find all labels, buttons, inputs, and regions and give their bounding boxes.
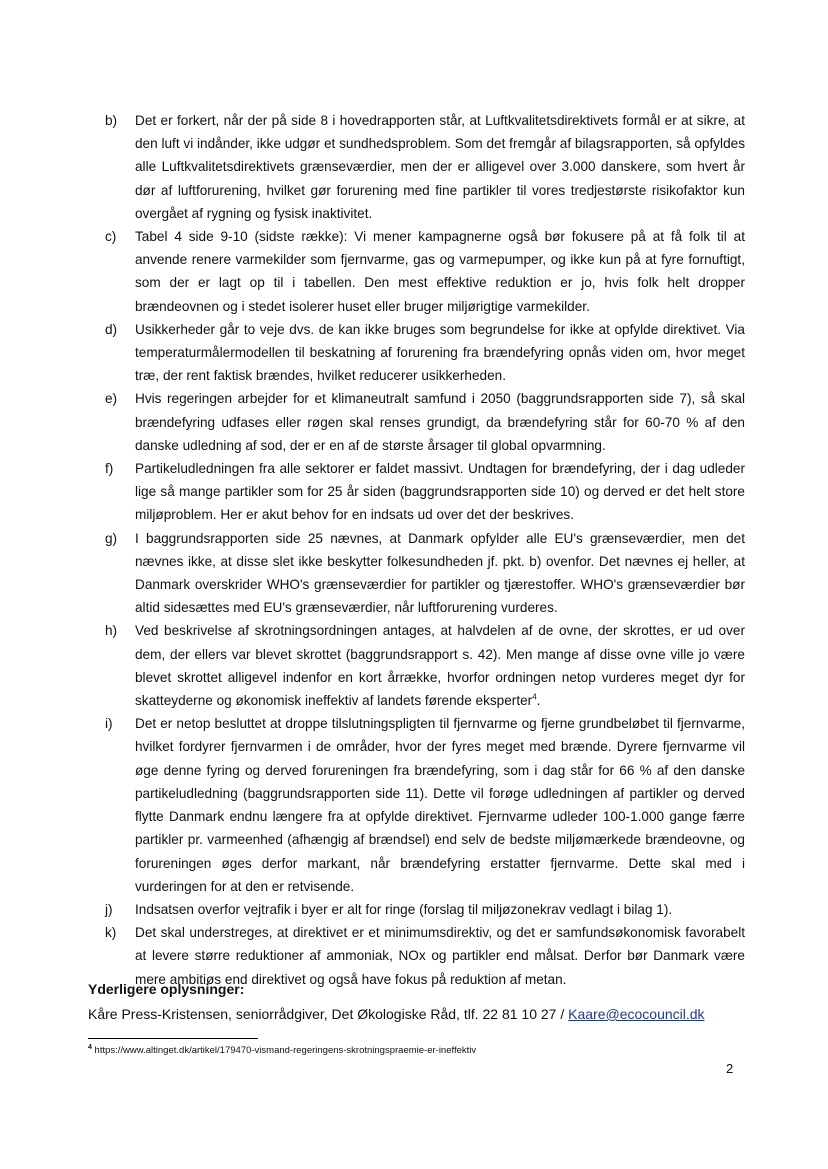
list-item <box>105 619 745 712</box>
footnote-reference[interactable]: 4 <box>532 692 537 702</box>
list-item <box>105 225 745 318</box>
list-item-text: Tabel 4 side 9-10 (sidste række): Vi mener kampagnerne også bør fokusere på at få folk til at anvende renere varmekilder som fjernvarme, gas og varmepumper, og ikke kun på at fyre fornuftigt, som der er lagt op til i tabellen. Den mest effektive reduktion er jo, hvis folk helt dropper brændeovnen og i stedet isolerer huset eller bruger miljørigtige varmekilder. <box>135 229 745 314</box>
list-marker: h) <box>105 623 118 639</box>
footnote <box>88 1044 476 1058</box>
list-item-tail: . <box>536 693 541 709</box>
list-item-text: Det er netop besluttet at droppe tilslutningspligten til fjernvarme og fjerne grundbeløbet til fjernvarme, hvilket fordyrer fjernvarmen i de områder, hvor der fyres meget med brænde. Dyrere fjernvarme vil øge denne fyring og derved forureningen fra brændefyring, som i dag står for 66 % af den danske partikeludledning (baggrundsrapporten side 11). Dette vil forøge udledningen af partikler og derved flytte Danmark endnu længere fra at opfylde direktivet. Fjernvarme udleder 100-1.000 gange færre partikler pr. varmeenhed (afhængig af brændsel) end selv de bedste miljømærkede brændeovne, og forureningen øges derfor markant, når brændefyring erstatter fjernvarme. Dette skal med i vurderingen for at den er retvisende. <box>135 716 745 894</box>
list-item-body: Ved beskrivelse af skrotningsordningen antages, at halvdelen af de ovne, der skrottes, er ud over dem, der ellers var blevet skrottet (baggrundsrapport s. 42). Men mange af disse ovne ville jo være blevet skrottet alligevel indenfor en kort årrække, hvorfor ordningen netop vurderes meget dyr for skatteyderne og økonomisk ineffektiv af landets førende eksperter <box>135 623 745 709</box>
list-item-text: I baggrundsrapporten side 25 nævnes, at Danmark opfylder alle EU's grænseværdier, men det nævnes ikke, at disse slet ikke beskytter folkesundheden jf. pkt. b) ovenfor. Det nævnes ej heller, at Danmark overskrider WHO's grænseværdier for partikler og tjærestoffer. WHO's grænseværdier bør altid sidesættes med EU's grænseværdier, når luftforurening vurderes. <box>135 530 745 616</box>
list-marker: c) <box>105 229 117 245</box>
list-item-text: Indsatsen overfor vejtrafik i byer er alt for ringe (forslag til miljøzonekrav vedlagt i bilag 1). <box>135 901 673 917</box>
list-marker: b) <box>105 113 118 128</box>
list-marker: g) <box>105 530 118 546</box>
comment-list <box>105 109 745 991</box>
footnote-url[interactable]: https://www.altinget.dk/artikel/179470-vismand-regeringens-skrotningspraemie-er-ineffektiv <box>91 1045 477 1056</box>
list-item <box>105 898 745 921</box>
list-marker: d) <box>105 321 118 337</box>
page-number: 2 <box>726 1061 734 1076</box>
list-item-text: Det er forkert, når der på side 8 i hovedrapporten står, at Luftkvalitetsdirektivets formål er at sikre, at den luft vi indånder, ikke udgør et sundhedsproblem. Som det fremgår af bilagsrapporten, så opfyldes alle Luftkvalitetsdirektivets grænseværdier, men der er alligevel over 3.000 danskere, som hvert år dør af luftforurening, hvilket gør forurening med fine partikler til vores tredjestørste risikofaktor kun overgået af rygning og fysisk inaktivitet. <box>135 113 745 221</box>
footnote-separator <box>88 1038 258 1039</box>
contact-text: Kåre Press-Kristensen, seniorrådgiver, Det Økologiske Råd, tlf. 22 81 10 27 / <box>88 1006 569 1022</box>
list-marker: f) <box>105 461 114 477</box>
footnote-number: 4 <box>88 1043 92 1051</box>
list-item <box>105 712 745 898</box>
list-item-text <box>135 619 745 712</box>
list-item-text: Partikeludledningen fra alle sektorer er faldet massivt. Undtagen for brændefyring, der i dag udleder lige så mange partikler som for 25 år siden (baggrundsrapporten side 10) og derved er det helt store miljøproblem. Her er akut behov for en indsats ud over det der beskrives. <box>135 461 745 523</box>
list-item <box>105 387 745 457</box>
further-info-heading: Yderligere oplysninger: <box>88 981 245 997</box>
list-item-text: Usikkerheder går to veje dvs. de kan ikke bruges som begrundelse for ikke at opfylde direktivet. Via temperaturmålermodellen til beskatning af forurening fra brændefyring opnås viden om, hvor meget træ, der rent faktisk brændes, hvilket reducerer usikkerheden. <box>135 321 745 384</box>
list-marker: j) <box>105 901 113 917</box>
list-item <box>105 457 745 527</box>
list-marker: i) <box>105 716 113 732</box>
list-item-text: Det skal understreges, at direktivet er et minimumsdirektiv, og det er samfundsøkonomisk favorabelt at levere større reduktioner af ammoniak, NOx og partikler end målsat. Derfor bør Danmark være mere ambitiøs end direktivet og også have fokus på reduktion af metan. <box>135 925 745 987</box>
list-item <box>105 318 745 388</box>
list-marker: k) <box>105 925 117 941</box>
list-item <box>105 527 745 620</box>
list-item <box>105 109 745 225</box>
email-link[interactable]: Kaare@ecocouncil.dk <box>568 1006 705 1022</box>
list-marker: e) <box>105 391 118 407</box>
list-item-text: Hvis regeringen arbejder for et klimaneutralt samfund i 2050 (baggrundsrapporten side 7), så skal brændefyring udfases eller røgen skal renses grundigt, da brændefyring står for 60-70 % af den danske udledning af sod, der er en af de største årsager til global opvarmning. <box>135 391 745 453</box>
contact-line <box>88 1003 705 1025</box>
